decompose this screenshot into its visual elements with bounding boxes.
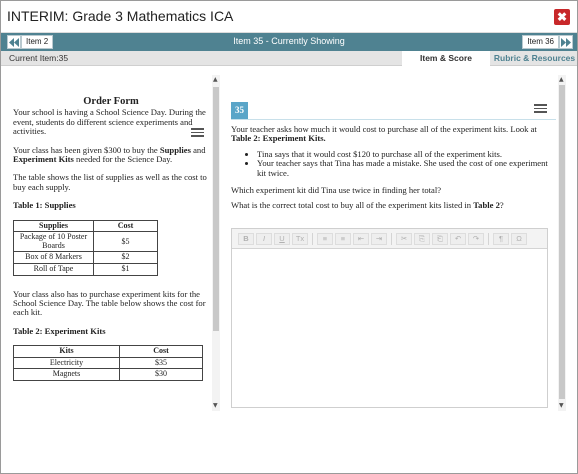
indent-button[interactable] (371, 233, 387, 245)
scroll-down-arrow-icon[interactable]: ▼ (559, 402, 564, 409)
table-cell: $35 (120, 357, 203, 369)
next-item-button[interactable]: Item 36 (522, 35, 559, 49)
next-item-control[interactable] (522, 35, 573, 49)
item-subbar (1, 51, 577, 66)
table-cell: Roll of Tape (14, 264, 94, 276)
double-right-arrow-icon[interactable] (559, 35, 573, 49)
passage-paragraph: The table shows the list of supplies as well as the cost to buy each supply. (13, 172, 207, 192)
omega-icon: Ω (516, 234, 522, 243)
toolbar-divider (488, 233, 489, 245)
text: Your class has been given $300 to buy the (13, 144, 160, 155)
current-item-label: Current Item:35 (9, 53, 69, 63)
outdent-icon: ⇤ (357, 234, 365, 243)
table-cell: Package of 10 Poster Boards (14, 232, 94, 252)
question-part-one: Which experiment kit did Tina use twice in finding her total? (231, 185, 442, 196)
indent-icon: ⇥ (375, 234, 383, 243)
passage-paragraph: Your class also has to purchase experiment kits for the School Science Day. The table below shows the cost for each kit. (13, 288, 206, 318)
window-title: INTERIM: Grade 3 Mathematics ICA (7, 8, 234, 24)
toolbar-divider (391, 233, 392, 245)
bold-text: Experiment Kits (13, 154, 74, 165)
question-part-two (231, 201, 553, 210)
table-cell: Magnets (14, 369, 120, 381)
undo-icon: ↶ (454, 234, 462, 243)
response-editor[interactable] (231, 228, 548, 408)
table-row (14, 369, 203, 381)
cut-button[interactable] (396, 233, 412, 245)
paragraph-button[interactable] (493, 233, 509, 245)
editor-toolbar (232, 229, 547, 249)
text: ? (499, 200, 504, 211)
underline-icon: U (279, 234, 285, 243)
text: and (190, 144, 206, 155)
redo-icon: ↷ (472, 234, 480, 243)
bulleted-list-icon: ≡ (340, 234, 346, 243)
bold-button[interactable] (238, 233, 254, 245)
table-header-row (14, 220, 158, 232)
paste-button[interactable] (432, 233, 448, 245)
text: Your teacher asks how much it would cost to purchase all of the experiment kits. Look at (231, 124, 537, 134)
item-navigation-bar (1, 33, 577, 51)
text: What is the correct total cost to buy all of the experiment kits listed in (231, 200, 474, 211)
table-header: Cost (94, 220, 158, 232)
italic-icon: I (262, 234, 266, 243)
question-panel (221, 75, 555, 393)
copy-button[interactable] (414, 233, 430, 245)
passage-menu-icon[interactable] (191, 128, 204, 137)
table-header: Cost (120, 346, 203, 358)
scroll-down-arrow-icon[interactable]: ▼ (213, 402, 218, 409)
experiment-kits-table (13, 345, 203, 381)
text: needed for the Science Day. (73, 154, 173, 165)
bulleted-list-button[interactable] (335, 233, 351, 245)
table-header: Kits (14, 346, 120, 358)
scroll-up-arrow-icon[interactable]: ▲ (559, 76, 564, 83)
undo-button[interactable] (450, 233, 466, 245)
tab-rubric-resources[interactable]: Rubric & Resources (493, 53, 576, 63)
question-scroll-thumb[interactable] (559, 85, 565, 399)
tab-item-score[interactable]: Item & Score (402, 51, 490, 66)
bold-text: Supplies (159, 144, 191, 155)
table-cell: Electricity (14, 357, 120, 369)
supplies-table (13, 220, 158, 276)
table-cell: $5 (94, 232, 158, 252)
passage-title: Order Form (83, 96, 139, 107)
table-row (14, 264, 158, 276)
question-intro (231, 125, 553, 144)
question-menu-icon[interactable] (534, 104, 547, 113)
numbered-list-button[interactable] (317, 233, 333, 245)
title-bar (1, 1, 577, 33)
bold-text: Table 2 (473, 200, 500, 211)
table-caption: Table 1: Supplies (13, 200, 76, 211)
bold-text: Table 2: Experiment Kits. (231, 133, 326, 144)
table-row (14, 252, 158, 264)
paste-icon: ⎗ (437, 233, 443, 243)
close-button[interactable]: ✖ (554, 9, 570, 25)
question-text (231, 125, 553, 217)
table-caption: Table 2: Experiment Kits (13, 325, 106, 336)
outdent-button[interactable] (353, 233, 369, 245)
table-cell: Box of 8 Markers (14, 252, 94, 264)
table-row (14, 357, 203, 369)
scroll-up-arrow-icon[interactable]: ▲ (213, 76, 218, 83)
table-cell: $1 (94, 264, 158, 276)
remove-format-button[interactable] (292, 233, 308, 245)
paragraph-icon: ¶ (498, 234, 504, 243)
remove-format-icon: Tx (295, 234, 305, 243)
question-scrollbar[interactable] (558, 75, 566, 411)
underline-button[interactable] (274, 233, 290, 245)
passage-paragraph: Your school is having a School Science Day. During the event, students do different science experiments and activities. (13, 107, 206, 137)
table-header: Supplies (14, 220, 94, 232)
list-item: • Your teacher says that Tina has made a mistake. She used the cost of one experiment kit twice. (257, 159, 553, 178)
table-cell: $2 (94, 252, 158, 264)
current-item-title: Item 35 - Currently Showing (233, 36, 345, 46)
passage-paragraph (13, 146, 209, 165)
bold-icon: B (243, 234, 249, 243)
question-divider (231, 119, 556, 120)
passage-panel (13, 91, 209, 409)
question-bullets (257, 150, 553, 178)
previous-item-button[interactable]: Item 2 (21, 35, 53, 49)
table-cell: $30 (120, 369, 203, 381)
passage-scroll-thumb[interactable] (213, 87, 219, 331)
redo-button[interactable] (468, 233, 484, 245)
question-number-badge: 35 (231, 102, 248, 119)
table-row (14, 232, 158, 252)
list-item: • Tina says that it would cost $120 to purchase all of the experiment kits. (257, 150, 553, 159)
italic-button[interactable] (256, 233, 272, 245)
passage-scrollbar[interactable] (212, 75, 220, 411)
special-character-button[interactable] (511, 233, 527, 245)
cut-icon: ✂ (400, 234, 408, 243)
table-header-row (14, 346, 203, 358)
toolbar-divider (312, 233, 313, 245)
numbered-list-icon: ≡ (322, 234, 328, 243)
copy-icon: ⎘ (419, 233, 425, 243)
